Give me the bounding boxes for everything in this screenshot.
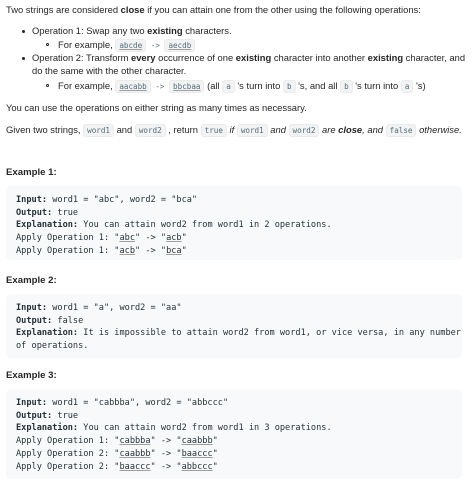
example-1-step: Apply Operation 1: "acb" -> "bca" (16, 245, 187, 256)
bullet-dot (22, 57, 25, 60)
example-3-title: Example 3: (6, 370, 57, 381)
intro-bold-close: close (120, 4, 145, 15)
example-2-title: Example 2: (6, 275, 57, 286)
operation-1-example: For example, abcde -> aecdb (58, 38, 195, 52)
operation-2-example: For example, aacabb -> bbcbaa (all a 's turn into b 's, and all b 's turn into a 's) (58, 80, 426, 91)
given-paragraph: Given two strings, word1 and word2 , return true if word1 and word2 are close, and false otherwise. (6, 124, 462, 135)
example-3-step: Apply Operation 2: "baaccc" -> "abbccc" (16, 461, 218, 472)
intro-paragraph (6, 3, 421, 16)
intro-text-end: if you can attain one from the other using the following operations: (144, 4, 421, 15)
example-2-code-block: Input: word1 = "a", word2 = "aa" Output: false Explanation: It is impossible to attain word2 from word1, or vice versa, in any number of operations. (6, 294, 462, 358)
example-1-step: Apply Operation 1: "abc" -> "acb" (16, 233, 187, 244)
intro-text: Two strings are considered (6, 4, 121, 15)
sub-bullet-circle (46, 84, 49, 87)
example-3-step: Apply Operation 1: "cabbba" -> "caabbb" (16, 436, 218, 447)
operation-2: Operation 2: Transform every occurrence of one existing character into another existing character, and (32, 52, 466, 63)
example-3-code-block: Input: word1 = "cabbba", word2 = "abbccc" Output: true Explanation: You can attain word2 from word1 in 3 operations. Apply Operation 1: "cabbba" -> "caabbb" Apply Operation 2: "caabbb" -> "baaccc" Apply Operation 2: "baaccc" -> "abbccc" (6, 389, 462, 479)
operation-1: Operation 1: Swap any two existing characters. (32, 25, 232, 36)
sub-bullet-circle (46, 43, 49, 46)
example-3-step: Apply Operation 2: "caabbb" -> "baaccc" (16, 448, 218, 459)
operation-2-line2: do the same with the other character. (32, 65, 187, 76)
example-1-title: Example 1: (6, 167, 57, 178)
bullet-dot (22, 30, 25, 33)
example-1-code-block: Input: word1 = "abc", word2 = "bca" Output: true Explanation: You can attain word2 from word1 in 2 operations. Apply Operation 1: "abc" -> "acb" Apply Operation 1: "acb" -> "bca" (6, 186, 462, 260)
note-paragraph: You can use the operations on either string as many times as necessary. (6, 102, 307, 113)
